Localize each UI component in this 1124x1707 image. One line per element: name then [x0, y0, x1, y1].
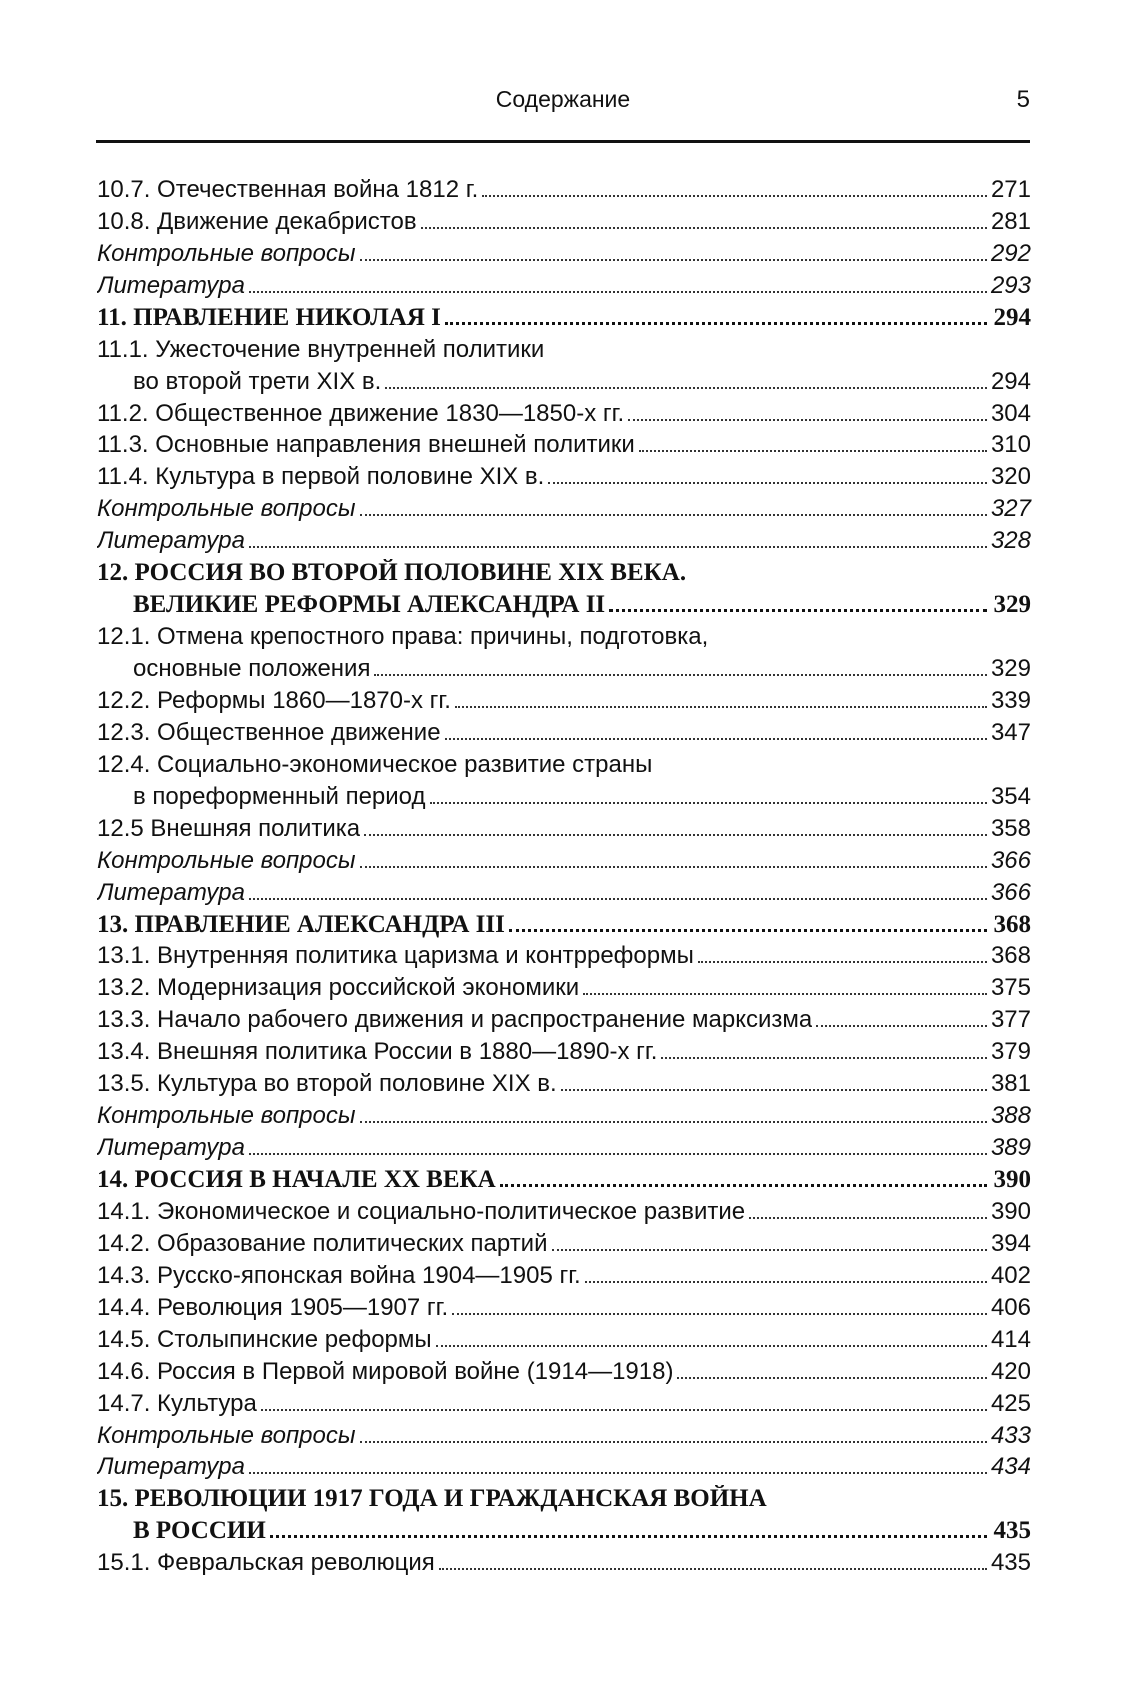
- toc-entry-title: 14.2. Образование политических партий: [97, 1229, 548, 1257]
- toc-dot-leader: [561, 1089, 987, 1091]
- toc-entry-title: Контрольные вопросы: [97, 1102, 356, 1130]
- toc-dot-leader: [249, 1153, 987, 1155]
- toc-literature-row: [97, 875, 1031, 907]
- toc-page-number: 434: [990, 1453, 1031, 1481]
- table-of-contents: [97, 172, 1031, 1577]
- toc-page-number: 366: [990, 878, 1031, 906]
- toc-entry-title: 14.6. Россия в Первой мировой войне (1914—1918): [97, 1357, 674, 1385]
- toc-entry-title: 15. РЕВОЛЮЦИИ 1917 ГОДА И ГРАЖДАНСКАЯ ВОЙНА: [97, 1485, 767, 1513]
- toc-entry-row: [97, 172, 1031, 204]
- toc-entry-title: 12.2. Реформы 1860—1870-х гг.: [97, 686, 451, 714]
- toc-dot-leader: [583, 993, 987, 995]
- header-rule: [96, 140, 1030, 143]
- toc-dot-leader: [445, 738, 987, 740]
- toc-page-number: 390: [990, 1197, 1031, 1225]
- toc-entry-row: [97, 1258, 1031, 1290]
- toc-chapter-row: [97, 587, 1031, 619]
- toc-page-number: 402: [990, 1261, 1031, 1289]
- toc-entry-row: [97, 1386, 1031, 1418]
- toc-page-number: 354: [990, 782, 1031, 810]
- toc-entry-row: [97, 1545, 1031, 1577]
- toc-dot-leader: [500, 1184, 987, 1187]
- toc-entry-row: [97, 459, 1031, 491]
- toc-literature-row: [97, 523, 1031, 555]
- toc-entry-row: [97, 651, 1031, 683]
- toc-entry-title: 15.1. Февральская революция: [97, 1549, 435, 1577]
- toc-dot-leader: [261, 1409, 987, 1411]
- toc-entry-row: [97, 1322, 1031, 1354]
- toc-dot-leader: [482, 195, 987, 197]
- toc-chapter-row: [97, 1481, 1031, 1513]
- toc-entry-title: В РОССИИ: [133, 1517, 266, 1545]
- toc-entry-title: Литература: [97, 527, 245, 555]
- toc-literature-row: [97, 1450, 1031, 1482]
- toc-page-number: 320: [990, 463, 1031, 491]
- toc-entry-row: [97, 396, 1031, 428]
- toc-questions-row: [97, 236, 1031, 268]
- toc-entry-row: [97, 683, 1031, 715]
- toc-chapter-row: [97, 1162, 1031, 1194]
- toc-dot-leader: [548, 482, 987, 484]
- header-title: Содержание: [495, 86, 631, 112]
- toc-page-number: 329: [990, 655, 1031, 682]
- toc-page-number: 379: [990, 1038, 1031, 1066]
- toc-dot-leader: [698, 961, 987, 963]
- toc-entry-title: Литература: [97, 1453, 245, 1481]
- toc-dot-leader: [552, 1249, 987, 1251]
- toc-page-number: 406: [990, 1293, 1031, 1321]
- toc-dot-leader: [749, 1217, 987, 1219]
- toc-dot-leader: [270, 1535, 987, 1538]
- toc-entry-row: [97, 939, 1031, 971]
- toc-dot-leader: [661, 1057, 987, 1059]
- toc-page-number: 414: [990, 1325, 1031, 1353]
- toc-literature-row: [97, 1130, 1031, 1162]
- toc-page-number: 389: [990, 1134, 1031, 1162]
- toc-page-number: 271: [990, 175, 1031, 203]
- toc-dot-leader: [445, 322, 987, 325]
- toc-page-number: 347: [990, 718, 1031, 746]
- toc-entry-title: 12.3. Общественное движение: [97, 718, 441, 746]
- toc-entry-title: 11. ПРАВЛЕНИЕ НИКОЛАЯ I: [97, 303, 441, 331]
- toc-page-number: 381: [990, 1070, 1031, 1098]
- toc-entry-title: Контрольные вопросы: [97, 1421, 356, 1449]
- toc-entry-title: 14.4. Революция 1905—1907 гг.: [97, 1293, 449, 1321]
- toc-entry-title: 14.7. Культура: [97, 1389, 257, 1417]
- toc-dot-leader: [439, 1568, 987, 1570]
- toc-entry-title: Контрольные вопросы: [97, 495, 356, 523]
- toc-entry-row: [97, 1354, 1031, 1386]
- toc-chapter-row: [97, 555, 1031, 587]
- toc-dot-leader: [628, 419, 987, 421]
- toc-entry-title: 12.1. Отмена крепостного права: причины, подготовка,: [97, 623, 709, 651]
- toc-dot-leader: [249, 898, 987, 900]
- toc-page-number: 310: [990, 431, 1031, 459]
- toc-entry-title: 14.1. Экономическое и социально-политическое развитие: [97, 1197, 746, 1225]
- toc-entry-row: [97, 1226, 1031, 1258]
- toc-entry-title: Литература: [97, 1134, 245, 1162]
- toc-entry-title: Контрольные вопросы: [97, 846, 356, 874]
- toc-dot-leader: [364, 834, 987, 836]
- toc-dot-leader: [360, 259, 987, 261]
- toc-entry-row: [97, 970, 1031, 1002]
- toc-entry-title: 13.5. Культура во второй половине XIX в.: [97, 1070, 557, 1098]
- toc-entry-row: [97, 811, 1031, 843]
- toc-entry-title: 14. РОССИЯ В НАЧАЛЕ XX ВЕКА: [97, 1166, 496, 1193]
- toc-page-number: 292: [990, 239, 1031, 267]
- toc-page-number: 388: [990, 1102, 1031, 1130]
- toc-page-number: 390: [993, 1166, 1031, 1193]
- toc-dot-leader: [609, 609, 987, 612]
- toc-dot-leader: [421, 227, 987, 229]
- toc-dot-leader: [385, 387, 987, 389]
- toc-questions-row: [97, 491, 1031, 523]
- toc-entry-title: 11.4. Культура в первой половине XIX в.: [97, 463, 545, 491]
- toc-questions-row: [97, 1098, 1031, 1130]
- toc-page-number: 328: [990, 527, 1031, 555]
- toc-chapter-row: [97, 907, 1031, 939]
- toc-page-number: 425: [990, 1389, 1031, 1417]
- toc-dot-leader: [360, 1441, 987, 1443]
- toc-dot-leader: [455, 706, 987, 708]
- toc-entry-title: 14.3. Русско-японская война 1904—1905 гг.: [97, 1261, 581, 1289]
- toc-entry-row: [97, 747, 1031, 779]
- toc-page-number: 366: [990, 846, 1031, 874]
- toc-dot-leader: [452, 1313, 987, 1315]
- toc-entry-row: [97, 1066, 1031, 1098]
- toc-page-number: 304: [990, 399, 1031, 427]
- toc-entry-title: 14.5. Столыпинские реформы: [97, 1325, 432, 1353]
- toc-entry-row: [97, 204, 1031, 236]
- toc-page-number: 377: [990, 1006, 1031, 1034]
- toc-dot-leader: [249, 1472, 987, 1474]
- toc-page-number: 281: [990, 207, 1031, 235]
- toc-entry-title: 12. РОССИЯ ВО ВТОРОЙ ПОЛОВИНЕ XIX ВЕКА.: [97, 559, 687, 587]
- toc-entry-title: Литература: [97, 878, 245, 906]
- toc-entry-title: 13. ПРАВЛЕНИЕ АЛЕКСАНДРА III: [97, 910, 505, 938]
- toc-entry-title: Литература: [97, 271, 245, 299]
- toc-entry-title: 13.3. Начало рабочего движения и распространение марксизма: [97, 1006, 813, 1034]
- toc-page-number: 293: [990, 271, 1031, 299]
- toc-dot-leader: [639, 450, 987, 452]
- toc-page-number: 368: [993, 910, 1031, 938]
- toc-dot-leader: [816, 1025, 987, 1027]
- toc-dot-leader: [249, 291, 987, 293]
- toc-page-number: 375: [990, 974, 1031, 1002]
- toc-page-number: 435: [990, 1549, 1031, 1577]
- toc-page-number: 358: [990, 814, 1031, 842]
- toc-entry-title: 10.8. Движение декабристов: [97, 207, 417, 235]
- toc-entry-title: 13.4. Внешняя политика России в 1880—1890-х гг.: [97, 1038, 658, 1066]
- header-page-number: 5: [1016, 86, 1030, 113]
- toc-dot-leader: [436, 1345, 987, 1347]
- toc-page-number: 368: [990, 942, 1031, 970]
- toc-page-number: 294: [990, 367, 1031, 395]
- toc-dot-leader: [249, 546, 987, 548]
- toc-entry-title: во второй трети XIX в.: [133, 367, 382, 395]
- toc-questions-row: [97, 1418, 1031, 1450]
- toc-page-number: 435: [993, 1517, 1031, 1545]
- toc-entry-row: [97, 1034, 1031, 1066]
- toc-entry-row: [97, 1290, 1031, 1322]
- toc-page-number: 339: [990, 686, 1031, 714]
- toc-entry-row: [97, 619, 1031, 651]
- toc-page-number: 420: [990, 1357, 1031, 1385]
- toc-entry-title: 12.4. Социально-экономическое развитие страны: [97, 750, 653, 778]
- toc-page-number: 433: [990, 1421, 1031, 1449]
- toc-dot-leader: [509, 929, 987, 932]
- toc-entry-title: 11.3. Основные направления внешней политики: [97, 431, 635, 459]
- toc-page-number: 394: [990, 1229, 1031, 1257]
- toc-dot-leader: [430, 802, 987, 804]
- toc-entry-title: в пореформенный период: [133, 782, 426, 810]
- toc-entry-row: [97, 779, 1031, 811]
- toc-dot-leader: [360, 866, 987, 868]
- toc-questions-row: [97, 843, 1031, 875]
- toc-entry-title: 12.5 Внешняя политика: [97, 814, 361, 842]
- running-header: [96, 86, 1030, 126]
- toc-chapter-row: [97, 1513, 1031, 1545]
- toc-entry-title: 13.1. Внутренняя политика царизма и контрреформы: [97, 942, 694, 970]
- toc-entry-title: 10.7. Отечественная война 1812 г.: [97, 175, 479, 203]
- toc-entry-row: [97, 1002, 1031, 1034]
- toc-entry-title: Контрольные вопросы: [97, 239, 356, 267]
- toc-dot-leader: [360, 1121, 987, 1123]
- toc-chapter-row: [97, 300, 1031, 332]
- toc-entry-title: 13.2. Модернизация российской экономики: [97, 974, 580, 1002]
- toc-dot-leader: [374, 674, 987, 676]
- toc-entry-row: [97, 428, 1031, 460]
- toc-entry-title: ВЕЛИКИЕ РЕФОРМЫ АЛЕКСАНДРА II: [133, 591, 606, 619]
- toc-dot-leader: [585, 1281, 987, 1283]
- toc-entry-row: [97, 1194, 1031, 1226]
- toc-entry-title: 11.1. Ужесточение внутренней политики: [97, 335, 545, 363]
- toc-entry-row: [97, 715, 1031, 747]
- toc-page-number: 329: [993, 591, 1031, 619]
- toc-dot-leader: [360, 514, 987, 516]
- toc-page-number: 294: [993, 303, 1031, 331]
- toc-entry-title: 11.2. Общественное движение 1830—1850-х гг.: [97, 399, 625, 427]
- toc-page-number: 327: [990, 495, 1031, 523]
- toc-dot-leader: [677, 1377, 986, 1379]
- toc-entry-row: [97, 364, 1031, 396]
- toc-entry-row: [97, 332, 1031, 364]
- toc-literature-row: [97, 268, 1031, 300]
- toc-entry-title: основные положения: [133, 655, 371, 682]
